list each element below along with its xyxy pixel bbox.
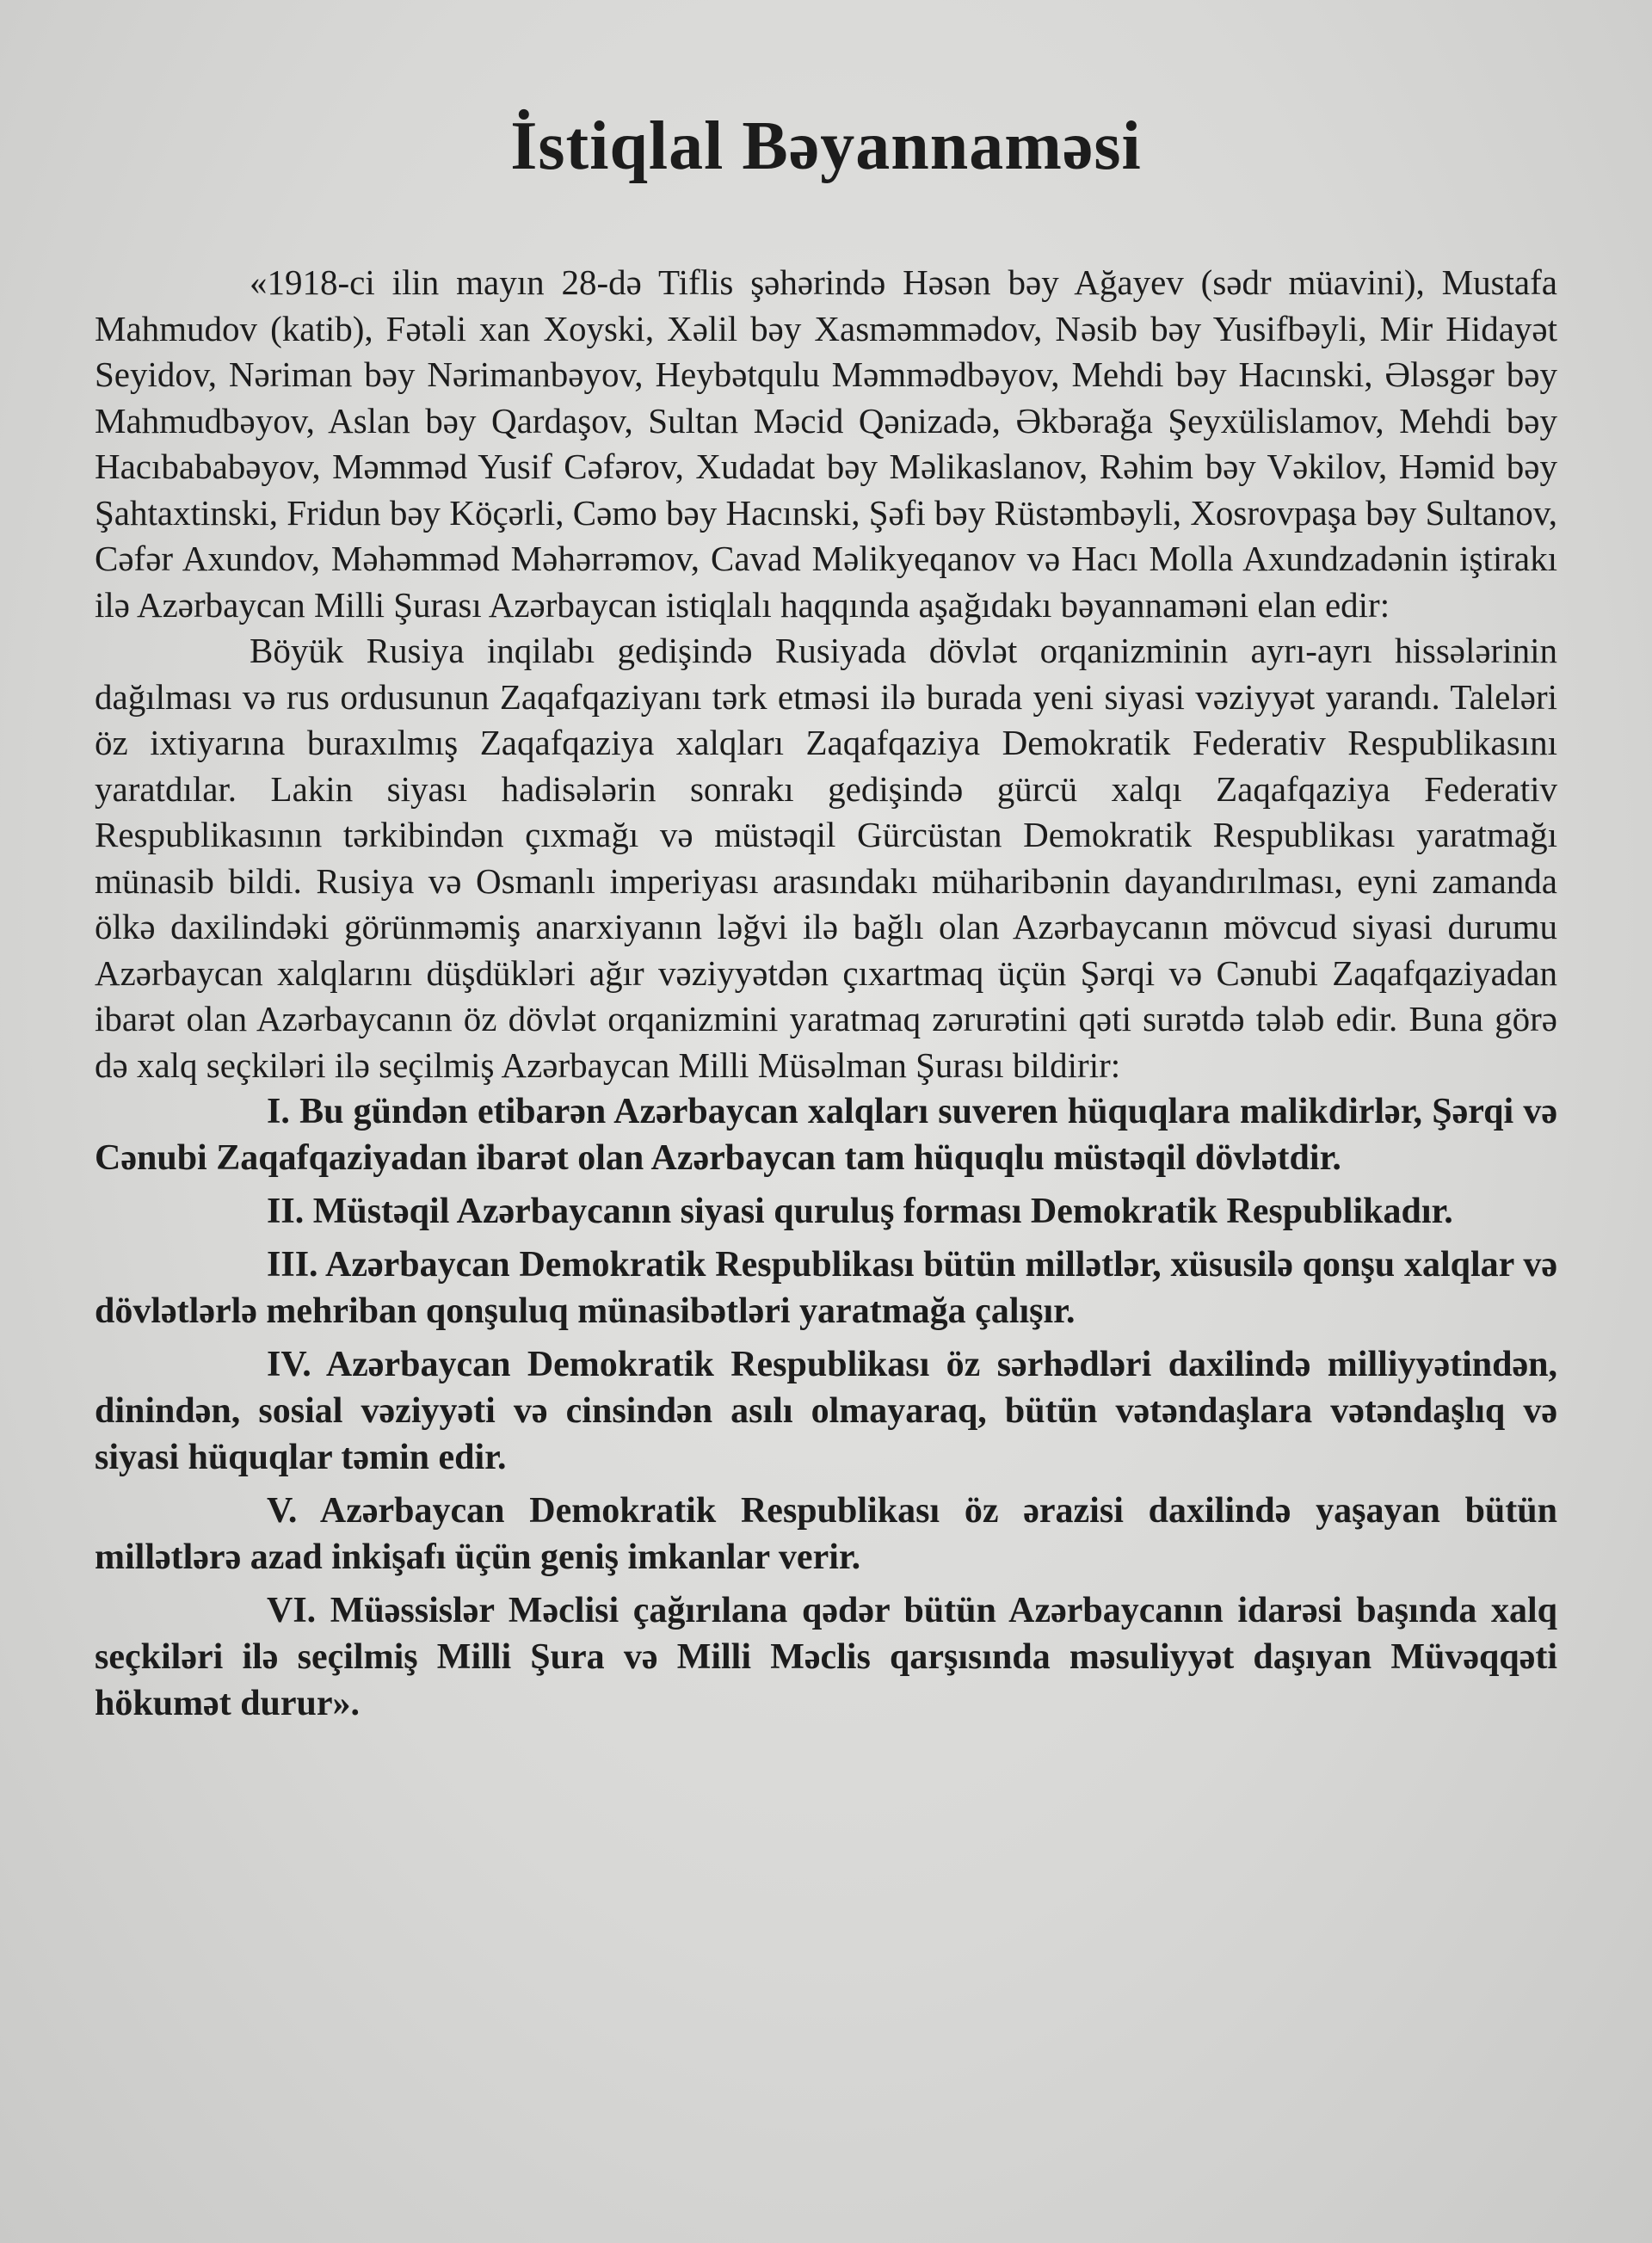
document-title: İstiqlal Bəyannaməsi: [510, 108, 1142, 184]
article-1: I. Bu gündən etibarən Azərbaycan xalqları suveren hüquqlara malikdirlər, Şərqi və Cənubi Zaqafqaziyadan ibarət olan Azərbaycan tam hüquqlu müstəqil dövlətdir.: [95, 1092, 1557, 1178]
article-5: V. Azərbaycan Demokratik Respublikası öz ərazisi daxilində yaşayan bütün millətlərə azad inkişafı üçün geniş imkanlar verir.: [95, 1491, 1557, 1577]
article-2: II. Müstəqil Azərbaycanın siyasi quruluş forması Demokratik Respublikadır.: [267, 1192, 1453, 1231]
body-paragraph: Böyük Rusiya inqilabı gedişində Rusiyada dövlət orqanizminin ayrı-ayrı hissələrinin dağılması və rus ordusunun Zaqafqaziyanı tərk etməsi ilə burada yeni siyasi vəziyyət yarandı. Taleləri öz ixtiyarına buraxılmış Zaqafqaziya xalqları Zaqafqaziya Demokratik Federativ Respublikasını yaratdılar. Lakin siyası hadisələrin sonrakı gedişində gürcü xalqı Zaqafqaziya Federativ Respublikasının tərkibindən çıxmağı və müstəqil Gürcüstan Demokratik Respublikası yaratmağı münasib bildi. Rusiya və Osmanlı imperiyası arasındakı müharibənin dayandırılması, eyni zamanda ölkə daxilindəki görünməmiş anarxiyanın ləğvi ilə bağlı olan Azərbaycanın mövcud siyasi durumu Azərbaycan xalqlarını düşdükləri ağır vəziyyətdən çıxartmaq üçün Şərqi və Cənubi Zaqafqaziyadan ibarət olan Azərbaycanın öz dövlət orqanizmini yaratmaq zərurətini qəti surətdə tələb edir. Buna görə də xalq seçkiləri ilə seçilmiş Azərbaycan Milli Müsəlman Şurası bildirir:: [95, 631, 1557, 1085]
article-3: III. Azərbaycan Demokratik Respublikası bütün millətlər, xüsusilə qonşu xalqlar və dövlətlərlə mehriban qonşuluq münasibətləri yaratmağa çalışır.: [95, 1245, 1557, 1331]
article-6: VI. Müəssislər Məclisi çağırılana qədər bütün Azərbaycanın idarəsi başında xalq seçkiləri ilə seçilmiş Milli Şura və Milli Məclis qarşısında məsuliyyət daşıyan Müvəqqəti hökumət durur».: [95, 1591, 1557, 1723]
article-4: IV. Azərbaycan Demokratik Respublikası öz sərhədləri daxilində milliyyətindən, dinindən, sosial vəziyyəti və cinsindən asılı olmayaraq, bütün vətəndaşlara vətəndaşlıq və siyasi hüquqlar təmin edir.: [95, 1345, 1557, 1477]
intro-paragraph: «1918-ci ilin mayın 28-də Tiflis şəhərində Həsən bəy Ağayev (sədr müavini), Mustafa Mahmudov (katib), Fətəli xan Xoyski, Xəlil bəy Xasməmmədov, Nəsib bəy Yusifbəyli, Mir Hidayət Seyidov, Nəriman bəy Nərimanbəyov, Heybətqulu Məmmədbəyov, Mehdi bəy Hacınski, Ələsgər bəy Mahmudbəyov, Aslan bəy Qardaşov, Sultan Məcid Qənizadə, Əkbərağa Şeyxülislamov, Mehdi bəy Hacıbababəyov, Məmməd Yusif Cəfərov, Xudadat bəy Məlikaslanov, Rəhim bəy Vəkilov, Həmid bəy Şahtaxtinski, Fridun bəy Köçərli, Cəmo bəy Hacınski, Şəfi bəy Rüstəmbəyli, Xosrovpaşa bəy Sultanov, Cəfər Axundov, Məhəmməd Məhərrəmov, Cavad Məlikyeqanov və Hacı Molla Axundzadənin iştirakı ilə Azərbaycan Milli Şurası Azərbaycan istiqlalı haqqında aşağıdakı bəyannaməni elan edir:: [95, 262, 1557, 625]
